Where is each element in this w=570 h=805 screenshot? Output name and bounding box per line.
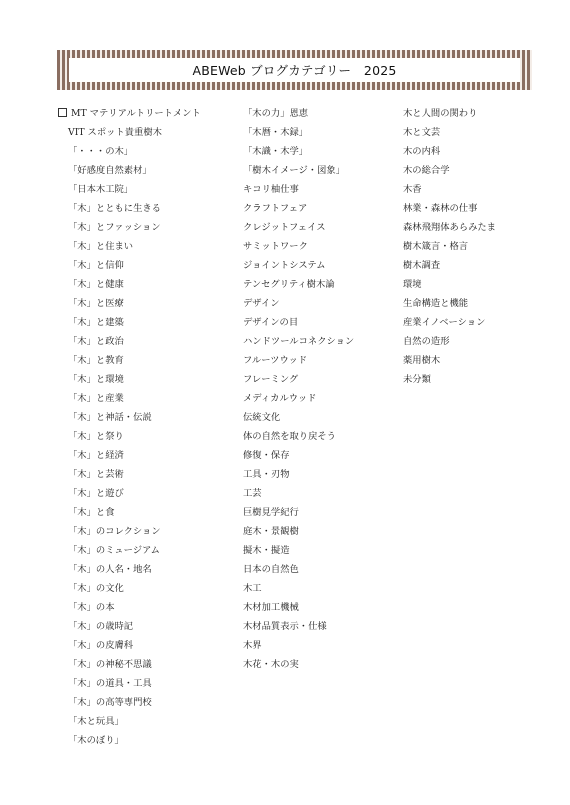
category-item[interactable] xyxy=(403,313,496,332)
category-item[interactable] xyxy=(243,237,354,256)
category-item[interactable] xyxy=(243,389,354,408)
category-item[interactable] xyxy=(243,332,354,351)
category-item[interactable] xyxy=(58,560,201,579)
category-label: 木と人間の関わり xyxy=(403,108,478,119)
category-label: 環境 xyxy=(403,279,422,290)
category-label: フルーツウッド xyxy=(243,355,308,366)
category-item[interactable] xyxy=(58,275,201,294)
category-item[interactable] xyxy=(243,218,354,237)
category-item[interactable] xyxy=(58,598,201,617)
category-item[interactable] xyxy=(243,503,354,522)
category-item[interactable] xyxy=(243,161,354,180)
page-title: ABEWeb ブログカテゴリー 2025 xyxy=(192,63,397,78)
category-label: サミットワーク xyxy=(243,241,308,252)
category-label: VIT スポット貴重樹木 xyxy=(68,127,162,138)
category-item[interactable] xyxy=(243,313,354,332)
category-label: 産業イノベーション xyxy=(403,317,486,328)
category-item[interactable] xyxy=(403,218,496,237)
category-label: 庭木・景観樹 xyxy=(243,526,299,537)
category-label: 修復・保存 xyxy=(243,450,290,461)
category-label: 「好感度自然素材」 xyxy=(68,165,152,176)
category-item[interactable] xyxy=(243,180,354,199)
category-label: 日本の自然色 xyxy=(243,564,299,575)
category-item[interactable] xyxy=(58,370,201,389)
category-label: 「木」の人名・地名 xyxy=(68,564,152,575)
banner-inner xyxy=(69,58,520,82)
category-item[interactable] xyxy=(243,427,354,446)
category-item[interactable] xyxy=(58,161,201,180)
category-item[interactable] xyxy=(58,180,201,199)
category-item[interactable] xyxy=(243,655,354,674)
category-label: 「木」の本 xyxy=(68,602,115,613)
category-item[interactable] xyxy=(58,237,201,256)
category-label: 「木」とともに生きる xyxy=(68,203,161,214)
category-item[interactable] xyxy=(243,142,354,161)
category-item[interactable] xyxy=(58,503,201,522)
category-label: 樹木調査 xyxy=(403,260,441,271)
category-item[interactable] xyxy=(58,389,201,408)
category-label: クレジットフェイス xyxy=(243,222,326,233)
category-column-2 xyxy=(243,104,354,674)
category-label: 「木のぼり」 xyxy=(68,735,124,746)
category-item[interactable] xyxy=(243,560,354,579)
category-item[interactable] xyxy=(243,446,354,465)
category-item[interactable] xyxy=(403,351,496,370)
category-label: 「樹木イメージ・図象」 xyxy=(243,165,345,176)
category-item[interactable] xyxy=(403,142,496,161)
category-item[interactable] xyxy=(243,617,354,636)
category-item[interactable] xyxy=(58,484,201,503)
category-item[interactable] xyxy=(58,313,201,332)
category-label: 「木」と食 xyxy=(68,507,115,518)
category-label: クラフトフェア xyxy=(243,203,308,214)
category-item[interactable] xyxy=(58,617,201,636)
category-item[interactable] xyxy=(243,465,354,484)
category-item[interactable] xyxy=(58,351,201,370)
category-label: デザイン xyxy=(243,298,280,309)
category-label: 「木」とファッション xyxy=(68,222,161,233)
category-label: 工具・刃物 xyxy=(243,469,290,480)
category-item[interactable] xyxy=(58,199,201,218)
category-item[interactable] xyxy=(403,199,496,218)
category-label: テンセグリティ樹木論 xyxy=(243,279,335,290)
category-label: 「木」と神話・伝説 xyxy=(68,412,152,423)
category-column-1 xyxy=(58,104,201,750)
category-label: 木の総合学 xyxy=(403,165,450,176)
category-label: 「日本木工院」 xyxy=(68,184,134,195)
category-item[interactable] xyxy=(58,541,201,560)
category-label: 「木」と政治 xyxy=(68,336,124,347)
category-item[interactable] xyxy=(58,408,201,427)
category-item[interactable] xyxy=(243,199,354,218)
category-item[interactable] xyxy=(243,408,354,427)
category-label: 木花・木の実 xyxy=(243,659,299,670)
category-label: 「木識・木学」 xyxy=(243,146,309,157)
category-label: メディカルウッド xyxy=(243,393,317,404)
category-label: 「木」の道具・工具 xyxy=(68,678,152,689)
category-item[interactable] xyxy=(243,598,354,617)
category-label: フレーミング xyxy=(243,374,299,385)
category-item[interactable] xyxy=(58,579,201,598)
category-item[interactable] xyxy=(58,104,201,123)
category-label: 「木」と建築 xyxy=(68,317,124,328)
category-item[interactable] xyxy=(58,522,201,541)
category-item[interactable] xyxy=(403,180,496,199)
category-item[interactable] xyxy=(243,636,354,655)
category-label: 木工 xyxy=(243,583,262,594)
category-label: 林業・森林の仕事 xyxy=(403,203,478,214)
category-item[interactable] xyxy=(243,541,354,560)
category-label: 「木」の文化 xyxy=(68,583,124,594)
category-item[interactable] xyxy=(58,712,201,731)
category-item[interactable] xyxy=(403,123,496,142)
category-label: 木香 xyxy=(403,184,422,195)
category-item[interactable] xyxy=(243,123,354,142)
category-item[interactable] xyxy=(58,636,201,655)
category-label: 「木」と健康 xyxy=(68,279,124,290)
category-item[interactable] xyxy=(403,161,496,180)
category-item[interactable] xyxy=(243,579,354,598)
category-label: 「木」と祭り xyxy=(68,431,124,442)
checkbox-icon xyxy=(58,108,67,117)
category-label: MT マテリアルトリートメント xyxy=(71,108,201,119)
category-label: 「木」の歳時記 xyxy=(68,621,134,632)
category-label: 「木暦・木録」 xyxy=(243,127,309,138)
category-item[interactable] xyxy=(58,332,201,351)
category-label: 「木の力」恩恵 xyxy=(243,108,309,119)
category-label: 「木」の皮膚科 xyxy=(68,640,134,651)
category-label: 「木」と産業 xyxy=(68,393,124,404)
category-label: デザインの目 xyxy=(243,317,299,328)
category-label: 「木」の高等専門校 xyxy=(68,697,152,708)
category-label: キコリ柚仕事 xyxy=(243,184,299,195)
category-label: 「木」のコレクション xyxy=(68,526,161,537)
category-label: 薬用樹木 xyxy=(403,355,441,366)
category-item[interactable] xyxy=(58,294,201,313)
category-label: 樹木箴言・格言 xyxy=(403,241,469,252)
category-label: 伝統文化 xyxy=(243,412,281,423)
category-label: 「木」の神秘不思議 xyxy=(68,659,152,670)
category-item[interactable] xyxy=(243,351,354,370)
category-label: 「木と玩具」 xyxy=(68,716,124,727)
category-item[interactable] xyxy=(243,256,354,275)
category-item[interactable] xyxy=(58,693,201,712)
category-label: 森林飛翔体あらみたま xyxy=(403,222,496,233)
category-label: 「木」と遊び xyxy=(68,488,124,499)
category-item[interactable] xyxy=(58,142,201,161)
category-item[interactable] xyxy=(243,484,354,503)
category-label: 未分類 xyxy=(403,374,431,385)
category-label: 工芸 xyxy=(243,488,262,499)
category-label: 「木」と経済 xyxy=(68,450,124,461)
category-label: 「木」と医療 xyxy=(68,298,124,309)
category-label: 生命構造と機能 xyxy=(403,298,469,309)
category-label: 体の自然を取り戻そう xyxy=(243,431,336,442)
category-item[interactable] xyxy=(403,104,496,123)
category-label: ジョイントシステム xyxy=(243,260,326,271)
title-banner xyxy=(57,50,532,90)
category-item[interactable] xyxy=(243,104,354,123)
category-item[interactable] xyxy=(58,256,201,275)
category-item[interactable] xyxy=(58,674,201,693)
category-label: 「木」と信仰 xyxy=(68,260,124,271)
category-label: 「木」と教育 xyxy=(68,355,124,366)
category-label: 巨樹見学紀行 xyxy=(243,507,299,518)
category-label: 「木」と住まい xyxy=(68,241,134,252)
category-item[interactable] xyxy=(243,294,354,313)
category-item[interactable] xyxy=(403,275,496,294)
category-label: 木界 xyxy=(243,640,262,651)
category-item[interactable] xyxy=(58,123,201,142)
category-item[interactable] xyxy=(58,427,201,446)
category-item[interactable] xyxy=(403,332,496,351)
category-item[interactable] xyxy=(243,522,354,541)
category-label: 自然の造形 xyxy=(403,336,450,347)
category-label: ハンドツールコネクション xyxy=(243,336,355,347)
category-item[interactable] xyxy=(243,370,354,389)
category-item[interactable] xyxy=(243,275,354,294)
category-label: 擬木・擬造 xyxy=(243,545,290,556)
category-label: 「・・・の木」 xyxy=(68,146,134,157)
category-item[interactable] xyxy=(403,256,496,275)
category-item[interactable] xyxy=(58,465,201,484)
category-item[interactable] xyxy=(403,370,496,389)
category-label: 木と文芸 xyxy=(403,127,441,138)
category-item[interactable] xyxy=(403,237,496,256)
category-label: 木材加工機械 xyxy=(243,602,299,613)
category-item[interactable] xyxy=(58,731,201,750)
category-item[interactable] xyxy=(58,218,201,237)
category-column-3 xyxy=(403,104,496,389)
category-label: 木の内科 xyxy=(403,146,441,157)
category-label: 「木」と環境 xyxy=(68,374,124,385)
category-label: 「木」のミュージアム xyxy=(68,545,160,556)
category-label: 木材品質表示・仕様 xyxy=(243,621,327,632)
category-item[interactable] xyxy=(403,294,496,313)
category-label: 「木」と芸術 xyxy=(68,469,124,480)
category-item[interactable] xyxy=(58,446,201,465)
category-item[interactable] xyxy=(58,655,201,674)
